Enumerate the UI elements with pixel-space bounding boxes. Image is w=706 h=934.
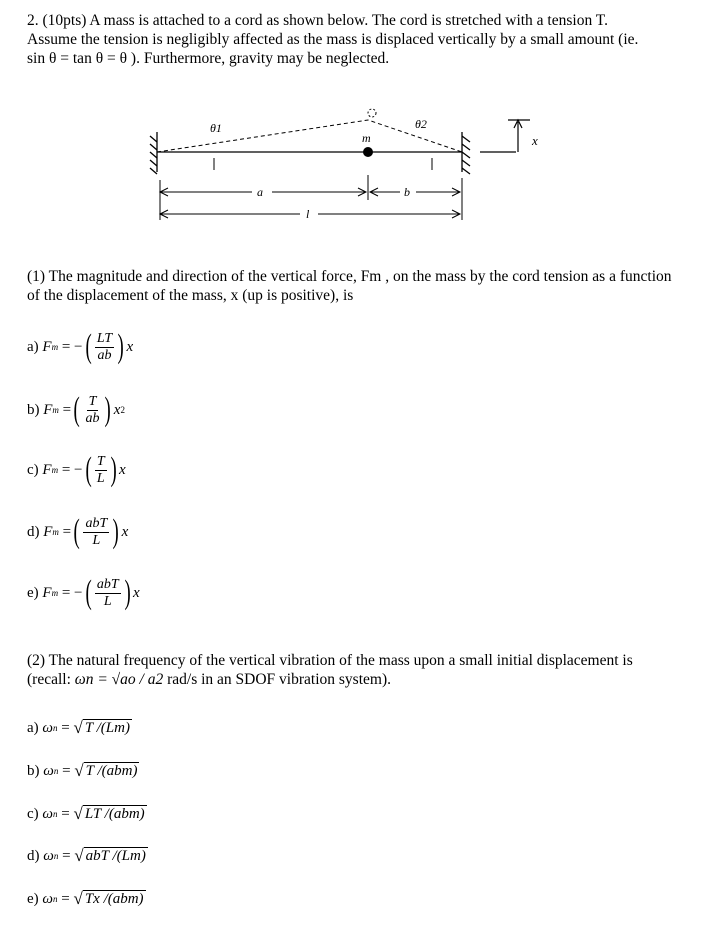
option-label: b) [27, 762, 40, 779]
fraction-numerator: T [96, 453, 105, 469]
part1-statement [27, 267, 697, 305]
option-label: b) [27, 401, 40, 418]
option-label: a) [27, 719, 39, 736]
mass-label: m [362, 131, 371, 145]
option-sign: = − [61, 461, 83, 478]
option-fraction [83, 516, 109, 549]
option-sign: = [62, 401, 72, 418]
option-label: c) [27, 805, 39, 822]
part1-line-2: of the displacement of the mass, x (up is positive), is [27, 287, 354, 304]
cord-mass-figure [140, 100, 570, 240]
option-lhs: F [43, 401, 53, 418]
option-tail: x [132, 584, 140, 601]
option-fraction [95, 331, 114, 364]
option-label: e) [27, 584, 39, 601]
theta2-label: θ2 [415, 117, 427, 131]
part2-option-b[interactable]: b) ω n = √ T /(abm) [27, 761, 138, 780]
option-fraction [95, 454, 107, 487]
part1-option-b[interactable]: b) F m = ( $\frac{T}{ab}$ ) x 2 [27, 391, 125, 428]
x-displacement-indicator [480, 120, 530, 152]
option-subscript: m [51, 588, 59, 598]
option-lhs: F [42, 584, 52, 601]
problem-statement [27, 11, 697, 68]
problem-line-1: 2. (10pts) A mass is attached to a cord as shown below. The cord is stretched with a tension T. [27, 12, 608, 29]
dimension-a-b [160, 175, 462, 220]
fraction-denominator: L [92, 532, 101, 548]
option-fraction [95, 577, 121, 610]
mass-dot [363, 147, 373, 157]
option-subscript: m [51, 465, 59, 475]
part1-option-a[interactable]: a) F m = − ( $\frac{LT}{ab}$ ) x [27, 328, 134, 365]
part2-option-d[interactable]: d) ω n = √ abT /(Lm) [27, 846, 146, 865]
option-lhs: F [42, 461, 52, 478]
l-label: l [306, 207, 310, 221]
option-radicand: T /(abm) [85, 763, 138, 779]
part1-line-1: (1) The magnitude and direction of the vertical force, Fm , on the mass by the cord tension as a function [27, 268, 672, 285]
option-radicand: Tx /(abm) [84, 891, 144, 907]
right-wall [462, 132, 470, 174]
fraction-denominator: ab [85, 410, 100, 426]
a-label: a [257, 185, 263, 199]
option-fraction [83, 394, 101, 427]
option-label: d) [27, 847, 40, 864]
option-power: 2 [120, 405, 125, 415]
option-lhs: F [43, 523, 53, 540]
displaced-mass [368, 109, 376, 117]
left-wall [150, 132, 157, 174]
part1-option-d[interactable]: d) F m = ( $\frac{\text{abT}}{L}$ ) x [27, 513, 129, 550]
option-tail: x [118, 461, 126, 478]
option-lhs: F [42, 338, 52, 355]
option-radicand: LT /(abm) [84, 806, 145, 822]
fraction-numerator: abT [96, 576, 119, 592]
part1-option-c[interactable]: c) F m = − ( $\frac{T}{L}$ ) x [27, 451, 126, 488]
fraction-denominator: L [96, 470, 105, 486]
option-tail: x [113, 401, 121, 418]
problem-line-3: sin θ = tan θ = θ ). Furthermore, gravity may be neglected. [27, 50, 390, 67]
part2-option-a[interactable]: a) ω n = √ T /(Lm) [27, 718, 130, 737]
fraction-denominator: ab [97, 347, 112, 363]
option-label: a) [27, 338, 39, 355]
fraction-denominator: L [103, 593, 112, 609]
part2-option-e[interactable]: e) ω n = √ Tx /(abm) [27, 889, 144, 908]
option-tail: x [126, 338, 134, 355]
option-label: e) [27, 890, 39, 907]
option-subscript: m [51, 342, 59, 352]
option-radicand: T /(Lm) [84, 720, 130, 736]
part2-line-1: (2) The natural frequency of the vertical vibration of the mass upon a small initial displacement is [27, 652, 633, 669]
option-subscript: m [52, 405, 59, 415]
option-tail: x [121, 523, 129, 540]
option-label: d) [27, 523, 40, 540]
part2-statement [27, 651, 697, 689]
part2-option-c[interactable]: c) ω n = √ LT /(abm) [27, 804, 145, 823]
theta1-label: θ1 [210, 121, 222, 135]
b-label: b [404, 185, 410, 199]
fraction-numerator: abT [85, 515, 108, 531]
option-subscript: m [52, 527, 59, 537]
x-label: x [532, 133, 538, 148]
option-sign: = [62, 523, 72, 540]
part2-line-2: (recall: ωn = √ao / a2 rad/s in an SDOF vibration system). [27, 671, 391, 688]
option-sign: = − [61, 584, 83, 601]
option-radicand: abT /(Lm) [85, 848, 146, 864]
fraction-numerator: T [88, 393, 97, 409]
option-sign: = − [61, 338, 83, 355]
problem-line-2: Assume the tension is negligibly affected as the mass is displaced vertically by a small amount (ie. [27, 31, 639, 48]
part1-option-e[interactable]: e) F m = − ( $\frac{\text{abT}}{L}$ ) x [27, 574, 140, 611]
recall-formula: ωn = √ao / a2 [74, 671, 164, 688]
option-label: c) [27, 461, 39, 478]
fraction-numerator: LT [96, 330, 113, 346]
